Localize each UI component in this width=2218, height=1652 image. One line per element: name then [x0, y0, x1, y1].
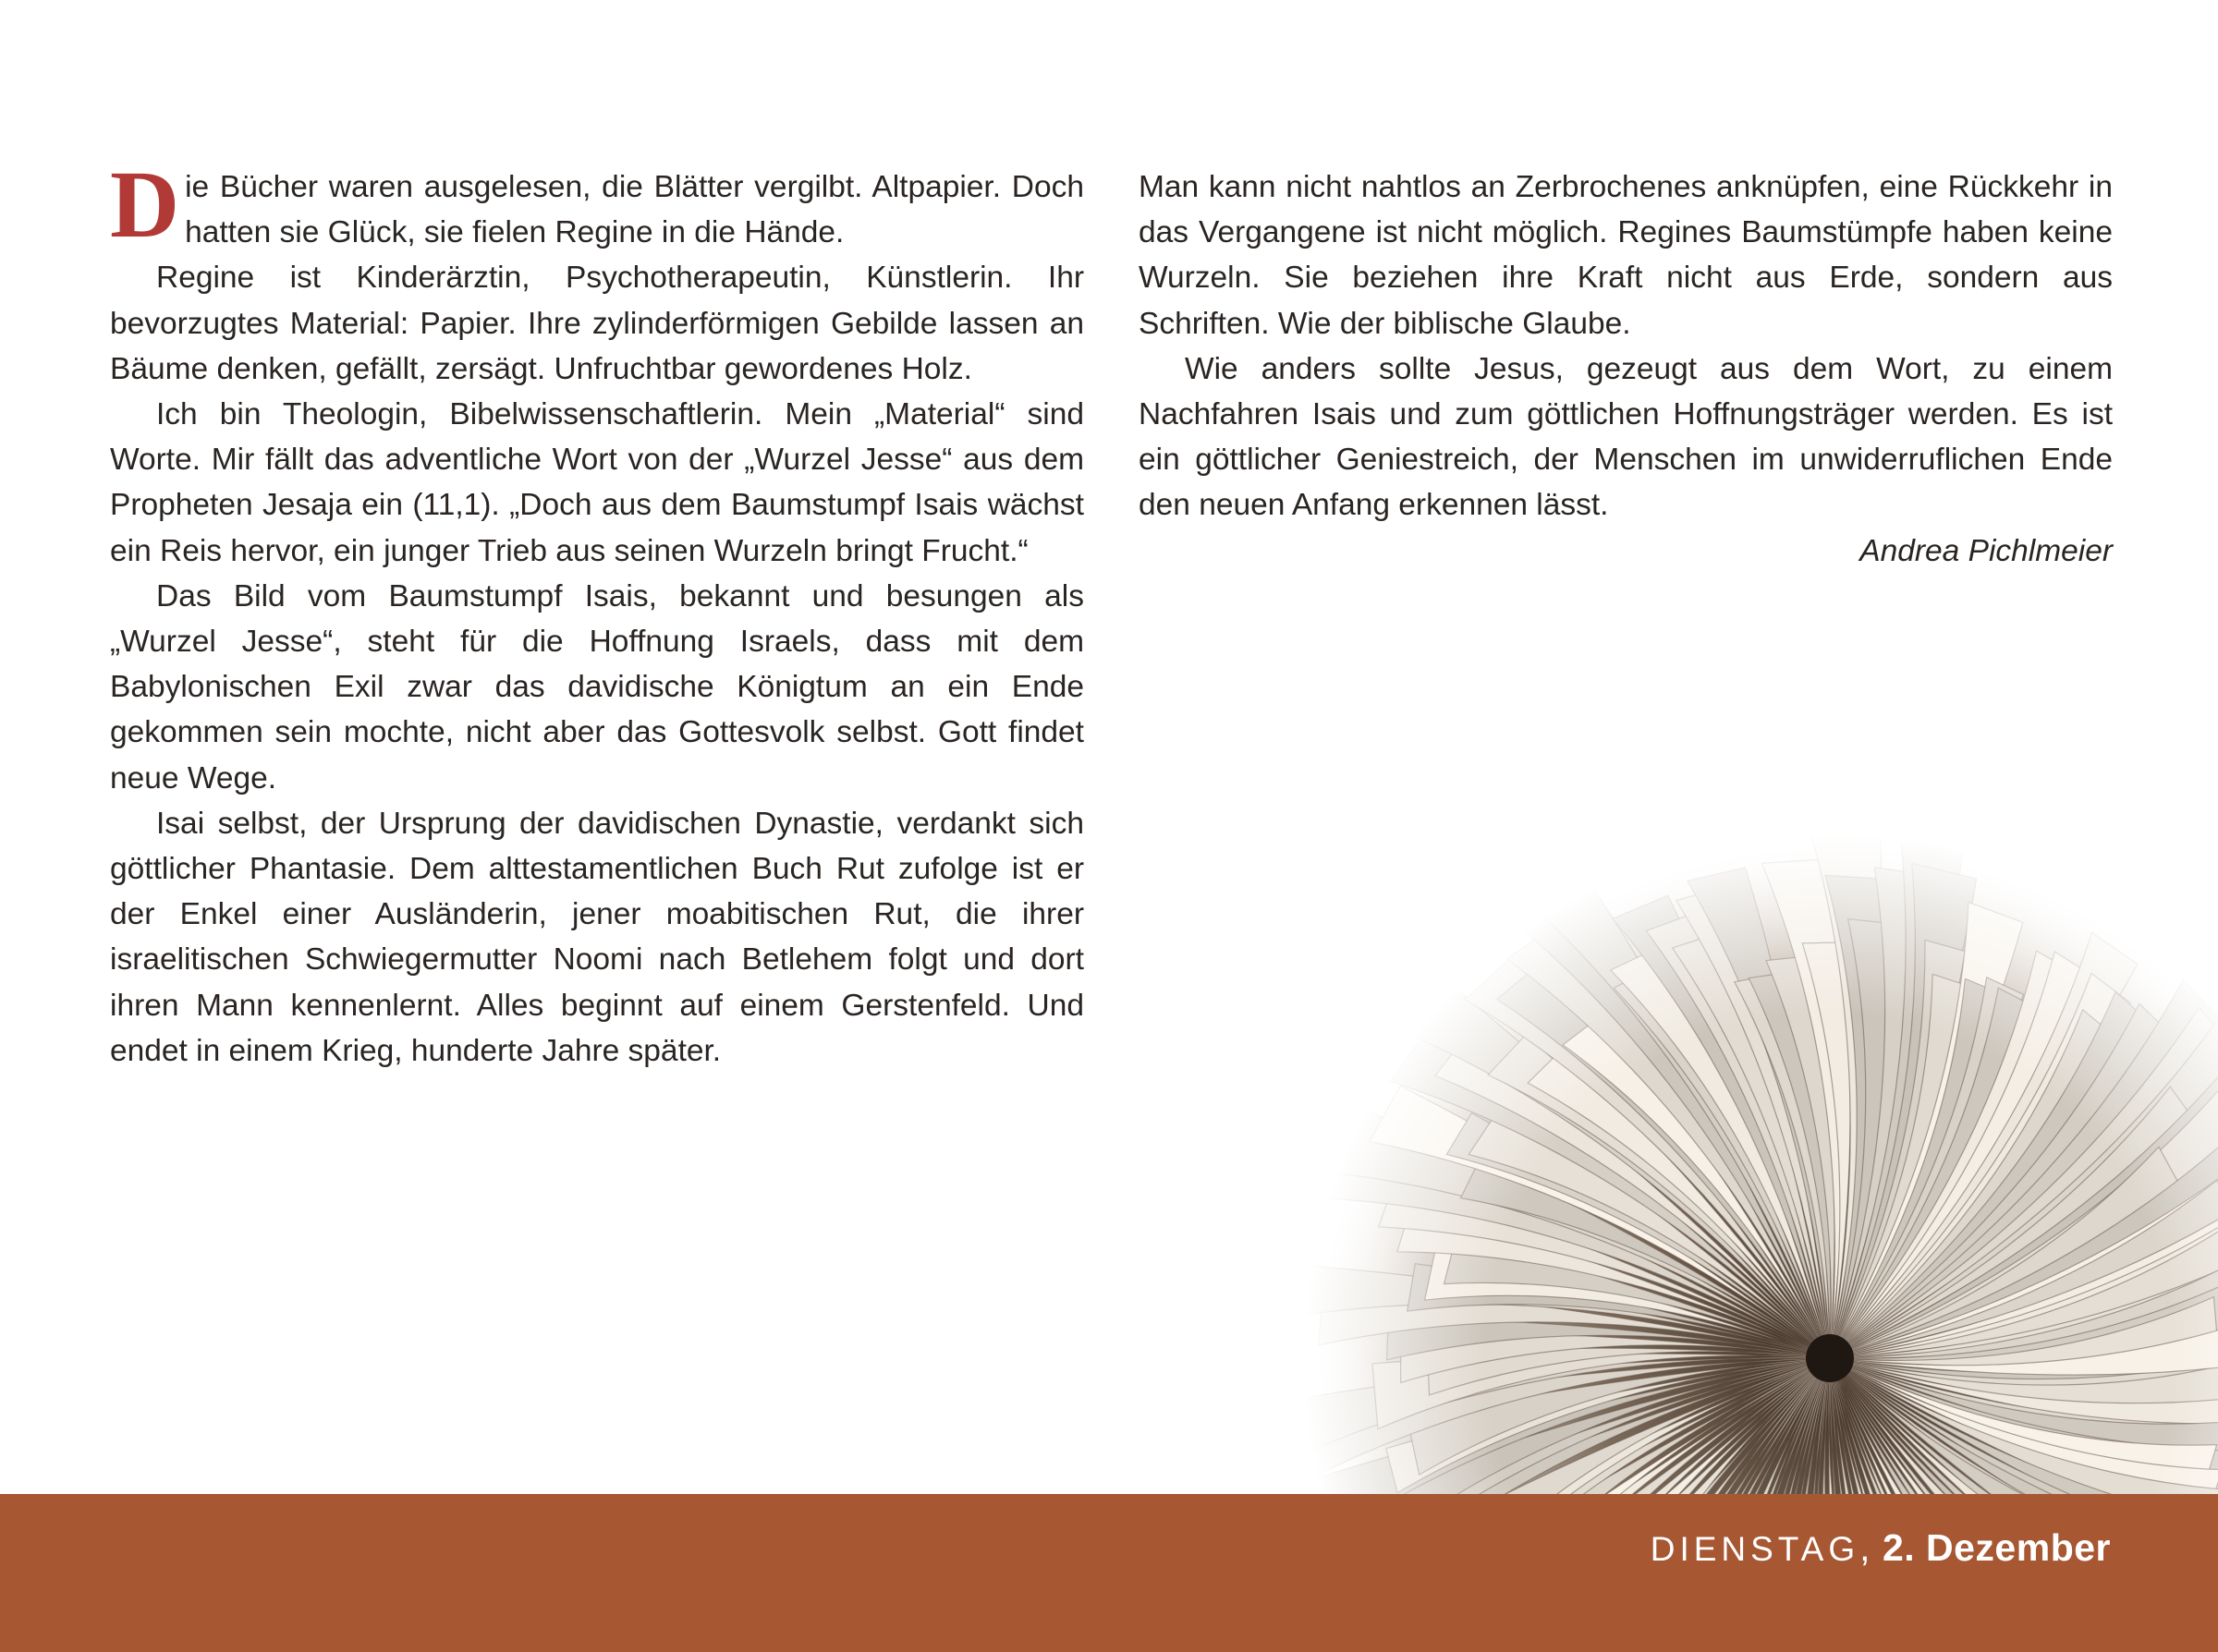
- paragraph-4: Das Bild vom Baumstumpf Isais, bekannt und besungen als „Wurzel Jesse“, steht für die Hoffnung Israels, dass mit dem Babylonischen Exil zwar das davidische Königtum an ein Ende gekommen sein mochte, nicht aber das Gottesvolk selbst. Gott findet neue Wege.: [110, 578, 1084, 796]
- weekday: DIENSTAG: [1650, 1530, 1860, 1568]
- drop-cap: D: [110, 152, 180, 258]
- paragraph-1-text: ie Bücher waren ausgelesen, die Blätter vergilbt. Altpapier. Doch hatten sie Glück, sie fielen Regine in die Hände.: [185, 170, 1084, 250]
- paragraph-7: Wie anders sollte Jesus, gezeugt aus dem Wort, zu einem Nachfahren Isais und zum göttlichen Hoffnungsträger werden. Es ist ein göttlicher Geniestreich, der Menschen im unwiderruflichen Ende den neuen Anfang erkennen lässt.: [1139, 351, 2113, 523]
- author-signature: Andrea Pichlmeier: [1859, 533, 2113, 568]
- date-separator: ,: [1859, 1526, 1883, 1569]
- paragraph-6: Man kann nicht nahtlos an Zerbrochenes anknüpfen, eine Rückkehr in das Vergangene ist nicht möglich. Regines Baumstümpfe haben keine Wurzeln. Sie beziehen ihre Kraft nicht aus Erde, sondern aus Schriften. Wie der biblische Glaube.: [1139, 170, 2113, 341]
- folded-book-pages-photo: [1275, 795, 2218, 1497]
- left-text-column: [110, 152, 1084, 1074]
- date-label: [1651, 1526, 2111, 1570]
- paragraph-1: [110, 152, 1084, 258]
- day-date: 2. Dezember: [1882, 1526, 2111, 1569]
- footer-band: [0, 1494, 2218, 1652]
- right-text-column: [1139, 164, 2113, 574]
- paragraph-5: Isai selbst, der Ursprung der davidischen Dynastie, verdankt sich göttlicher Phantasie. Dem alttestamentlichen Buch Rut zufolge ist er der Enkel einer Ausländerin, jener moabitischen Rut, die ihrer israelitischen Schwiegermutter Noomi nach Betlehem folgt und dort ihren Mann kennenlernt. Alles beginnt auf einem Gerstenfeld. Und endet in einem Krieg, hunderte Jahre später.: [110, 806, 1084, 1068]
- paragraph-2: Regine ist Kinderärztin, Psychotherapeutin, Künstlerin. Ihr bevorzugtes Material: Papier. Ihre zylinderförmigen Gebilde lassen an Bäume denken, gefällt, zersägt. Unfruchtbar gewordenes Holz.: [110, 261, 1084, 386]
- paragraph-3: Ich bin Theologin, Bibelwissenschaftlerin. Mein „Material“ sind Worte. Mir fällt das adventliche Wort von der „Wurzel Jesse“ aus dem Propheten Jesaja ein (11,1). „Doch aus dem Baumstumpf Isais wächst ein Reis hervor, ein junger Trieb aus seinen Wurzeln bringt Frucht.“: [110, 397, 1084, 568]
